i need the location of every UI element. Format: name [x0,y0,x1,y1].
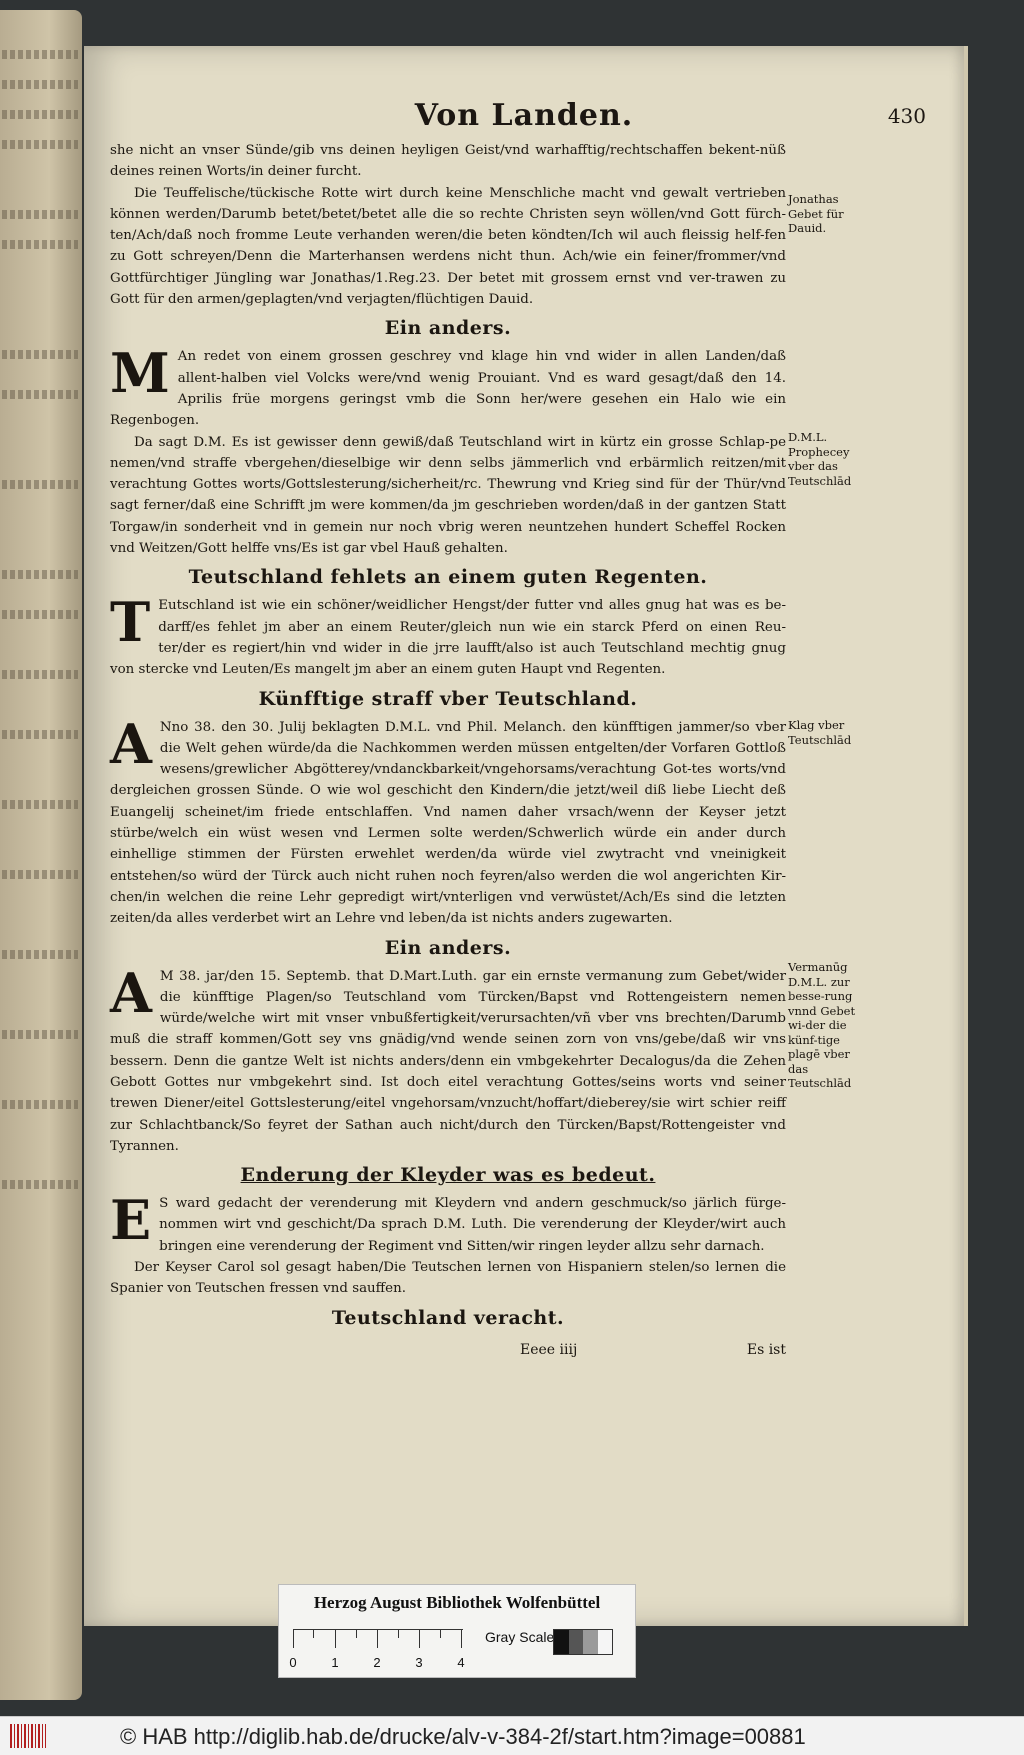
paragraph [110,711,786,930]
margin-note: Jonathas Gebet für Dauid. [788,192,844,235]
bleed-through-line [2,1180,78,1189]
paragraph [110,1188,786,1257]
section-heading: Künfftige straff vber Teutschland. [258,687,638,710]
ruler-tick [461,1630,462,1648]
paragraph [110,960,786,1158]
gray-swatches [553,1629,613,1655]
catchword: Es ist [746,1341,786,1358]
ruler-label: 1 [331,1655,339,1670]
gray-scale-label: Gray Scale [485,1629,555,1645]
bleed-through-line [2,1030,78,1039]
bleed-through-line [2,730,78,739]
main-text-column [110,140,786,1366]
bleed-through-line [2,570,78,579]
paragraph-text: An redet von einem grossen geschrey vnd klage hin vnd wider in allen Landen/daß allent-halben viel Volcks were/vnd wenig Prouiant. Vnd es ward gesagt/daß den 14. Aprilis früe morgens geringst vmb die Sonn her/were gesehen ein Halo wie ein Regenbogen. [110,349,786,429]
scale-ruler [289,1629,465,1670]
bleed-through-line [2,240,78,249]
drop-cap: E [110,1188,152,1253]
library-name: Herzog August Bibliothek Wolfenbüttel [313,1593,601,1612]
bleed-through-line [2,1100,78,1109]
paragraph: Da sagt D.M. Es ist gewisser denn gewiß/daß Teutschland wirt in kürtz ein grosse Schlap-pe nemen/vnd straffe vbergehen/dieselbige wir denn selbs jämmerlich vnd erbärmlich reitzen/mit verachtung Gottes worts/Gottslesterung/sicherheit/rc. Thewrung vnd Krieg sind für der Thür/vnd sagt ferner/daß eine Schrifft jm were kommen/da jm geschrieben worden/daß in der gantzen Statt Torgaw/in sonderheit vnd in gemein nur noch vbrig weren neuntzehen hundert Scheffel Rocken vnd Weitzen/Gott helffe vns/Es ist gar vbel Hauß gehalten. [110,434,786,557]
ruler-tick [377,1630,378,1648]
margin-note: Klag vber Teutschlād [788,718,852,747]
drop-cap: A [110,960,152,1025]
gray-swatch [583,1630,598,1654]
bleed-through-line [2,610,78,619]
paragraph [110,341,786,431]
margin-note: Vermanūg D.M.L. zur besse-rung vnnd Gebet wi-der die künf-tige plagē vber das Teutschlād [788,960,856,1090]
ruler-label: 3 [415,1655,423,1670]
bleed-through-line [2,350,78,359]
bleed-through-line [2,210,78,219]
ruler-label: 2 [373,1655,381,1670]
ruler-tick [335,1630,336,1648]
ruler-tick [313,1630,314,1638]
drop-cap: M [110,341,170,406]
paragraph [110,590,786,680]
running-title: Von Landen. [414,98,634,133]
signature-mark: Eeee iiij [520,1341,578,1358]
bleed-through-line [2,670,78,679]
ruler-label: 0 [289,1655,297,1670]
paragraph: Die Teuffelische/tückische Rotte wirt durch keine Menschliche macht vnd gewalt vertrieben können werden/Darumb betet/betet/betet alle die so rechte Christen seyn wöllen/vnd Gott fürch-ten/Ach/daß noch fromme Leute verhanden weren/die beten köndten/Ich wil auch fleissig helf-fen zu Gott schreyen/Denn die Marterhansen werdens nicht thun. Ach/wie ein feiner/frommer/vnd Gottfürchtiger Jüngling war Jonathas/1.Reg.23. Der betet mit grossem ernst vnd ver-trawen zu Gott für den armen/geplagten/vnd verjagten/flüchtigen Dauid. [110,185,786,308]
section-heading: Ein anders. [384,936,512,959]
gray-swatch [554,1630,569,1654]
ruler-tick [440,1630,441,1638]
page-number: 430 [887,104,926,128]
paragraph-text: Nno 38. den 30. Julij beklagten D.M.L. vnd Phil. Melanch. den künfftigen jammer/so vber die Welt gehen würde/da die Nachkommen werden müssen entgelten/der Vorfaren Gottloß wesens/grewlicher Abgötterey/vndanckbarkeit/vngehorsams/verachtung Got-tes worts/vnd dergleichen grossen Sünde. O wie wol geschicht den Kindern/die jetzt/weil diß liebe Liecht deß Euangelij scheinet/im friede entschlaffen. Vnd namen daher vrsach/wenn der Keyser jetzt stürbe/welch ein wüst wesen vnd Lermen solte werden/Schwerlich würde ein ander durch einhellige stimmen der Fürsten erwehlet werden/da würde viel zwytracht vnd vneinigkeit entstehen/so würd der Türck auch nicht ruhen noch feyren/also werden die wol angerichten Kir-chen/in welchen die reine Lehr gepredigt wirt/vnterligen vnd verwüstet/Ach/Es sind die letzten zeiten/da alles verderbet wirt an Lehre vnd leben/da ist nichts anders zugewarten. [110,719,786,927]
page-header [84,98,964,138]
drop-cap: T [110,590,151,655]
section-heading: Teutschland fehlets an einem guten Regenten. [188,566,708,589]
source-url-link[interactable]: © HAB http://diglib.hab.de/drucke/alv-v-384-2f/start.htm?image=00881 [120,1724,806,1749]
bleed-through-line [2,800,78,809]
ruler-tick [398,1630,399,1638]
ruler-tick [356,1630,357,1638]
ruler-label: 4 [457,1655,465,1670]
paragraph-text: M 38. jar/den 15. Septemb. that D.Mart.Luth. gar ein ernste vermanung zum Gebet/wider die künfftige Plagen/so Teutschland vom Türcken/Bapst vnd Rottengeistern nemen würde/welche wirt mit vnser vnbußfertigkeit/verursachten/vñ vber vns brechten/Darumb muß die straff kommen/Gott sey vns gnädig/vnd wende seinen zorn von vns/gebe/daß wir vns bessern. Denn die gantze Welt ist nichts anders/denn ein vmbgekehrter Decalogus/da die Zehen Gebott Gottes nur vmbgekehrt sind. Ist doch eitel verachtung Gottes/seins worts vnd seiner trewen Diener/eitel Gottslesterung/eitel vngehorsam/vnzucht/hoffart/dieberey/sie wirt schier reiff zur Schlachtbanck/So feyret der Sathan auch nicht/durch den Türcken/Bapst/Rottengeister vnd Tyrannen. [110,968,786,1154]
footer-bar [0,1716,1024,1755]
bleed-through-line [2,870,78,879]
bleed-through-line [2,480,78,489]
page-footer-line [110,1340,786,1366]
bleed-through-line [2,110,78,119]
color-reference-card [278,1584,636,1678]
paragraph-text: S ward gedacht der verenderung mit Kleydern vnd andern geschmuck/so järlich fürge-nommen wirt vnd geschicht/Da sprach D.M. Luth. Die verenderung der Kleyder/wirt auch bringen eine verenderung der Regiment vnd Sitten/wir ringen leyder allzu sehr darnach. [159,1196,786,1254]
book-page [84,46,968,1626]
gray-swatch [598,1630,613,1654]
bleed-through-line [2,80,78,89]
paragraph: Der Keyser Carol sol gesagt haben/Die Teutschen lernen von Hispaniern stelen/so lernen die Spanier von Teutschen fressen vnd sauffen. [110,1260,786,1297]
drop-cap: A [110,711,152,776]
ruler-tick [293,1630,294,1648]
ruler-tick [419,1630,420,1648]
bleed-through-line [2,390,78,399]
paragraph: she nicht an vnser Sünde/gib vns deinen heyligen Geist/vnd warhafftig/rechtschaffen bekent-nüß deines reinen Worts/in deiner furcht. [110,143,786,180]
section-heading: Teutschland veracht. [331,1306,565,1329]
section-heading: Enderung der Kleyder was es bedeut. [240,1164,656,1187]
bleed-through-line [2,950,78,959]
section-heading: Ein anders. [384,317,512,340]
gray-swatch [569,1630,584,1654]
hab-logo-icon [10,1724,46,1748]
bleed-through-line [2,50,78,59]
margin-note: D.M.L. Prophecey vber das Teutschlād [788,430,852,488]
bleed-through-line [2,140,78,149]
paragraph-text: Eutschland ist wie ein schöner/weidlicher Hengst/der futter vnd alles gnug hat was es be-darff/es fehlet jm aber an einem Reuter/gleich nun wie ein starck Pferd on einen Reu-ter/der es regiert/hin vnd wider in die jrre laufft/also ist auch Teutschland mechtig gnug von stercke vnd Leuten/Es mangelt jm aber an einem guten Haupt vnd Regenten. [110,598,786,678]
facing-page-edge [0,10,82,1700]
